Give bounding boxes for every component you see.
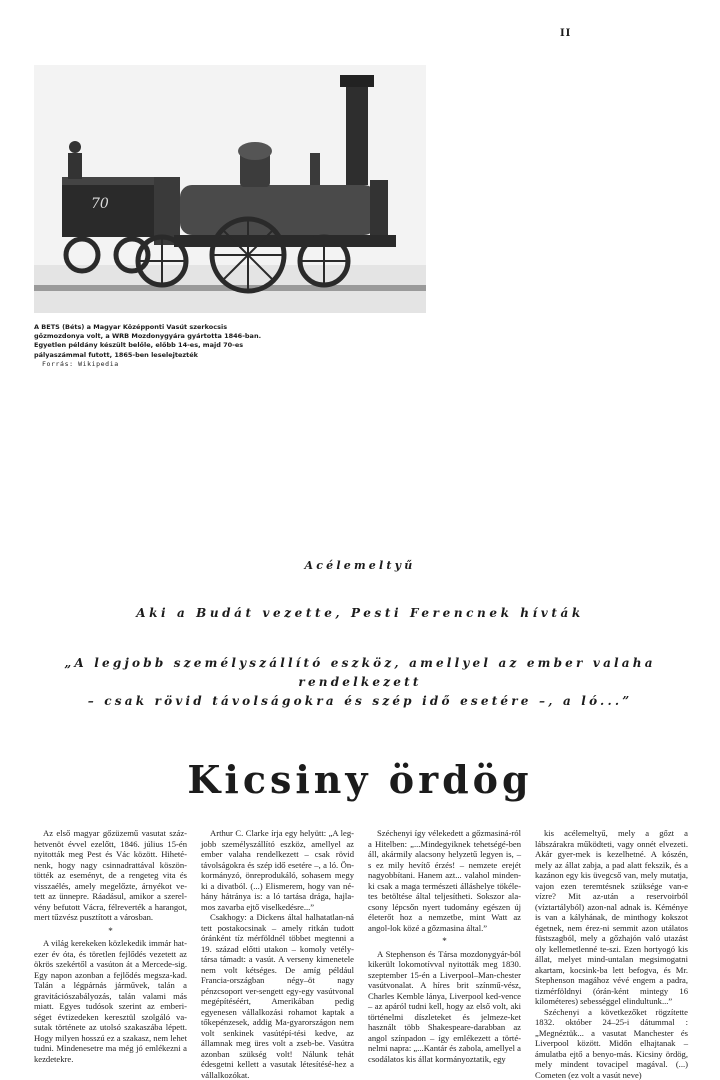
article-kicker: Acélemeltyű xyxy=(20,559,700,572)
column-3 xyxy=(368,828,521,1074)
locomotive-illustration xyxy=(34,65,426,313)
caption-line: gőzmozdonya volt, a WRB Mozdonygyára gyártotta 1846-ban. xyxy=(34,332,261,340)
paragraph: Széchenyi a következőket rögzítette 1832. október 24–25-i dátummal : „Megnéztük... a vasutat Manchester és Liverpool között. Midőn elhajtanak – ámulatba ejtő a benyo-más. Kicsiny ördög, mely mindent tovacipel magával. (...) Cometen (ez volt a vasút neve) xyxy=(535,1007,688,1080)
column-4 xyxy=(535,828,688,1074)
quote-line: „A legjobb személyszállító eszköz, amellyel az ember valaha rendelkezett xyxy=(64,656,655,689)
article-lead: Aki a Budát vezette, Pesti Ferencnek hívták xyxy=(20,606,700,620)
article-body xyxy=(34,828,688,1074)
paragraph: Csakhogy: a Dickens által halhatatlan-ná tett postakocsinak – amely ritkán tudott óránként tíz mérföldnél többet megtenni a 19. század előtti utakon – komoly vetély-társa támadt: a vasút. A verseny kimenetele nem volt kétséges. De amíg például Francia-országban négy–öt nagy pénzcsoport ver-sengett egy-egy vasútvonal megépítéséért, Amerikában pedig egyenesen vállalkozási rohamot kaptak a tőkepénzesek, addig Ma-gyarországon nem volt senkinek vasútépí-tési kedve, az államnak meg üres volt a zseb-be. Vasútra azonban szükség volt! Nálunk tehát édesgetni kellett a vasutak létesítésé-hez a vállalkozókat. xyxy=(201,912,354,1080)
locomotive-number: 70 xyxy=(91,196,109,212)
photo-credit: Forrás: Wikipedia xyxy=(42,360,274,369)
paragraph: kis acélemeltyű, mely a gőzt a lábszárakra működteti, vagy onnét elvezeti. Akár gyer-mek is kezelhetné. A kószén, mely az állat zabja, a pad alatt fekszik, és a kazánon egy kis üvegcső van, mely mutatja, vajon ezen teremtésnek szüksége van-e vízre? Mit az-után a reservoirból (víztartályból) azon-nal adnak is. Kéménye is van a kályhának, de minthogy kokszot égetnek, nem érez-ni semmit azon utálatos füstszagból, mely a gőzhajón való utazást oly kellemetlenné te-szi. Ezen hortyogó kis állat, melyet mind-untalan megsimogatni akartam, kocsink-ba lett befogva, és Mr. Stephenson magához vévé engem a padra, tizmérföldnyi (órán-ként mintegy 16 kilométeres) sebességgel elindultunk...” xyxy=(535,828,688,1007)
section-separator: * xyxy=(368,936,521,947)
quote-line: – csak rövid távolságokra és szép idő esetére –, a ló...” xyxy=(88,694,633,708)
article-quote xyxy=(20,654,700,711)
locomotive-photo xyxy=(34,65,426,313)
column-1 xyxy=(34,828,187,1074)
paragraph: Az első magyar gőzüzemű vasutat száz-hetvenöt évvel ezelőtt, 1846. július 15-én nyitották meg Pest és Vác között. Hiheté-nenk, hogy nagy csinnadrattával köszön-tötték az eseményt, de a rengeteg vita és visszaélés, amely megelőzte, árnyékot ve-tett az ünnepre. Ráadásul, amikor a szerel-vény befutott Vácra, félreverték a harangot, mert tűzvész pusztított a városban. xyxy=(34,828,187,923)
paragraph: A Stephenson és Társa mozdonygyár-ból kikerült lokomotívval nyitották meg 1830. szeptember 15-én a Liverpool–Man-chester vasútvonalat. A híres brit színmű-vész, Charles Kemble lánya, Liverpool ked-vence – az apáról tudni kell, hogy az első volt, aki történelmi díszleteket és jelmeze-ket használt több Shakespeare-darabban az angol színpadon – így emlékezett a törté-nelmi napra: „...Kantár és zabola, amellyel a csodálatos kis állat kormányoztatik, egy xyxy=(368,949,521,1065)
paragraph: A világ kerekeken közlekedik immár hat-ezer év óta, és töretlen fejlődés vezetett az ökrös szekértől a vasúton át a Mercede-sig. Egy napon azonban a fejlődés megsza-kad. Talán a légpárnás járművek, talán a gravitációszabályozás, talán valami más miatt. Egyes tudósok szerint az emberi-séget évtizedeken keresztül szolgáló va-sutak története az utolsó szakaszába lépett. Hogy milyen hosszú ez a szakasz, nem lehet tudni. Mindenesetre ma még jó emlékezni a kezdetekre. xyxy=(34,938,187,1064)
caption-line: A BETS (Béts) a Magyar Középponti Vasút szerkocsis xyxy=(34,323,227,331)
photo-caption xyxy=(34,323,274,369)
column-2 xyxy=(201,828,354,1074)
article-title: Kicsiny ördög xyxy=(20,757,700,802)
section-separator: * xyxy=(34,926,187,937)
caption-line: pályaszámmal futott, 1865-ben leselejtezték xyxy=(34,351,198,359)
paragraph: Széchenyi így vélekedett a gőzmasiná-ról a Hitelben: „...Mindegyiknek tehetségé-ben áll, akármily alacsony helyzetű legyen is, – s ez mily hevítő érzés! – nemzete erejét nagyobbítani. Hanem azt... valahol minden-ki csak a maga természeti álláshelye tökéle-tes betöltése által teljesítheti. Sokszor ala-csony lépcsőn nyert tudomány egészen új életerőt hoz a nemzetbe, mint Watt az angol-lok közé a gőzmasina által.” xyxy=(368,828,521,933)
page-number: II xyxy=(560,28,580,39)
caption-line: Egyetlen példány készült belőle, előbb 14-es, majd 70-es xyxy=(34,341,243,349)
paragraph: Arthur C. Clarke írja egy helyütt: „A leg-jobb személyszállító eszköz, amellyel az ember valaha rendelkezett – csak rövid távolságokra és szép idő esetére –, a ló. Ön-kormányzó, önreprodukáló, sohasem megy ki a divatból. (...) Elismerem, hogy van né-hány hátránya is: a ló tartása drága, hajla-mos zavarba ejtő viselkedésre...” xyxy=(201,828,354,912)
